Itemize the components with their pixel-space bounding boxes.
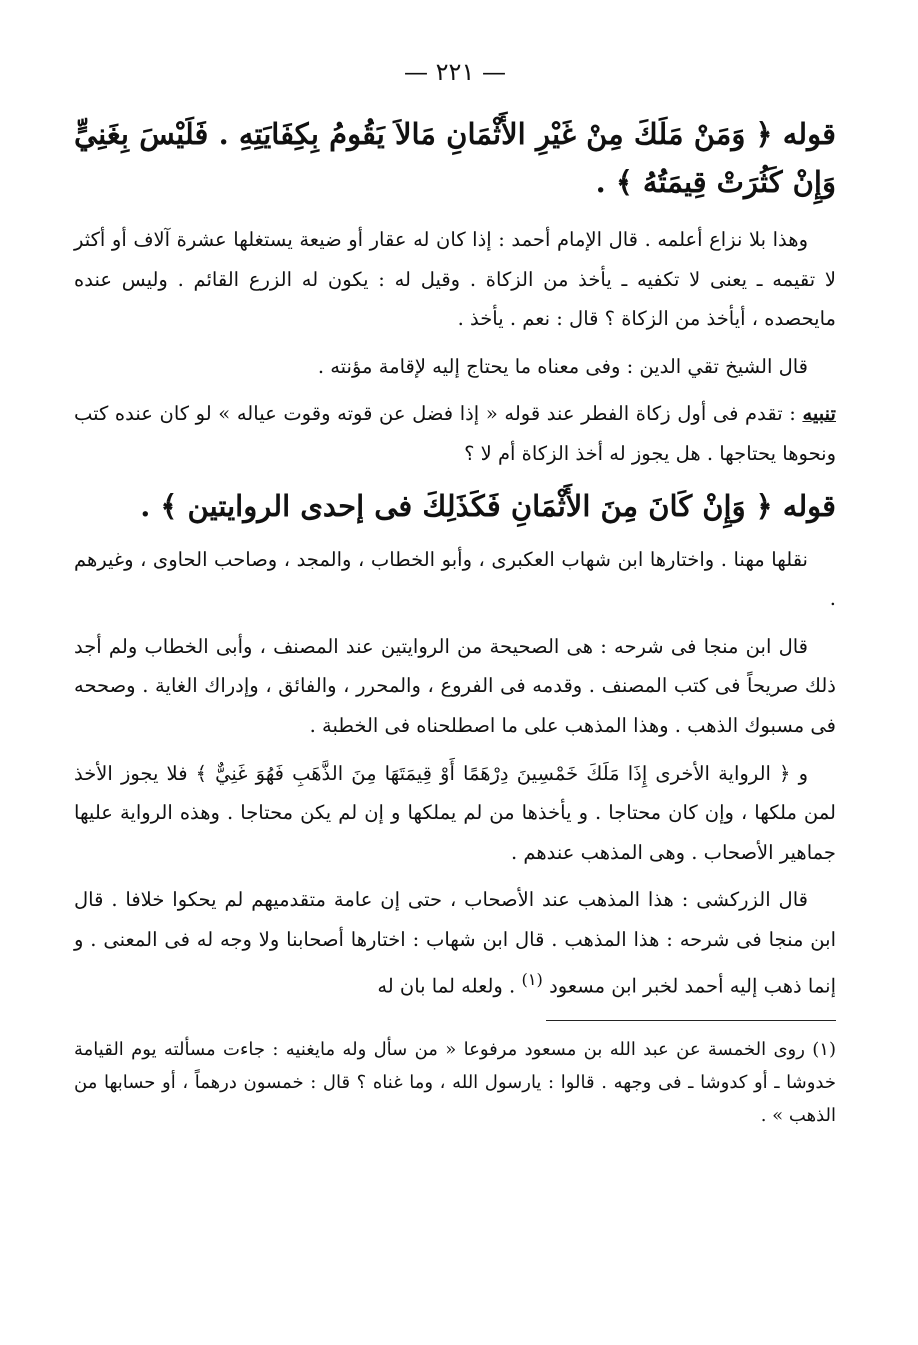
tanbih-label: تنبيه [802, 402, 836, 426]
paragraph-taqi-aldin: قال الشيخ تقي الدين : وفى معناه ما يحتاج إليه لإقامة مؤنته . [317, 354, 808, 378]
paragraph-tanbih [74, 394, 836, 473]
zarkashi-text: قال الزركشى : هذا المذهب عند الأصحاب ، حتى إن عامة متقدميهم لم يحكوا خلافا . قال ابن منجا فى شرحه : هذا المذهب . قال ابن شهاب : اختارها أصحابنا ولا وجه له فى المعنى . و إنما ذهب إليه أحمد لخبر ابن مسعود [74, 888, 836, 997]
paragraph-other-narration: و ﴿ الرواية الأخرى إِذَا مَلَكَ خَمْسِينَ دِرْهَمًا أَوْ قِيمَتَهَا مِنَ الذَّهَبِ فَهُوَ غَنِيٌّ ﴾ فلا يجوز الأخذ لمن ملكها ، وإن كان محتاجا . و يأخذها من لم يملكها و إن لم يكن محتاجا . وهذه الرواية عليها جماهير الأصحاب . وهى المذهب عندهم . [74, 761, 836, 864]
footnote-reference: (١) [521, 969, 543, 989]
section-heading-wealth: قوله ﴿ وَمَنْ مَلَكَ مِنْ غَيْرِ الأَثْمَانِ مَالاَ يَقُومُ بِكِفَايَتِهِ . فَلَيْسَ بِغَنِيٍّ وَإِنْ كَثُرَتْ قِيمَتُهُ ﴾ . [74, 117, 836, 199]
paragraph-imam-ahmad: وهذا بلا نزاع أعلمه . قال الإمام أحمد : إذا كان له عقار أو ضيعة يستغلها عشرة آلاف أو أكثر لا تقيمه ـ يعنى لا تكفيه ـ يأخذ من الزكاة . وقيل له : يكون له الزرع القائم . وليس عنده مايحصده ، أيأخذ من الزكاة ؟ قال : نعم . يأخذ . [74, 228, 836, 331]
paragraph-zarkashi [74, 880, 836, 1005]
page-number: — ٢٢١ — [404, 58, 506, 86]
tanbih-text: : تقدم فى أول زكاة الفطر عند قوله « إذا فضل عن قوته وقوت عياله » لو كان عنده كتب ونحوها يحتاجها . هل يجوز له أخذ الزكاة أم لا ؟ [74, 402, 836, 465]
section-heading-athman: قوله ﴿ وَإِنْ كَانَ مِنَ الأَثْمَانِ فَكَذَلِكَ فى إحدى الروايتين ﴾ . [140, 488, 836, 523]
paragraph-muhanna: نقلها مهنا . واختارها ابن شهاب العكبرى ، وأبو الخطاب ، والمجد ، وصاحب الحاوى ، وغيرهم . [74, 547, 836, 611]
footnote-divider [546, 1020, 836, 1021]
footnote-ibn-masud: (١) روى الخمسة عن عبد الله بن مسعود مرفوعا « من سأل وله مايغنيه : جاءت مسألته يوم القيامة خدوشا ـ أو كدوشا ـ فى وجهه . قالوا : يارسول الله ، وما غناه ؟ قال : خمسون درهماً ، أو حسابها من الذهب » . [74, 1038, 836, 1126]
paragraph-ibn-munja: قال ابن منجا فى شرحه : هى الصحيحة من الروايتين عند المصنف ، وأبى الخطاب ولم أجد ذلك صريحاً فى كتب المصنف . وقدمه فى الفروع ، والمحرر ، والفائق ، وإدراك الغاية . وصححه فى مسبوك الذهب . وهذا المذهب على ما اصطلحناه فى الخطبة . [74, 634, 836, 737]
zarkashi-tail: . ولعله لما بان له [377, 974, 516, 997]
